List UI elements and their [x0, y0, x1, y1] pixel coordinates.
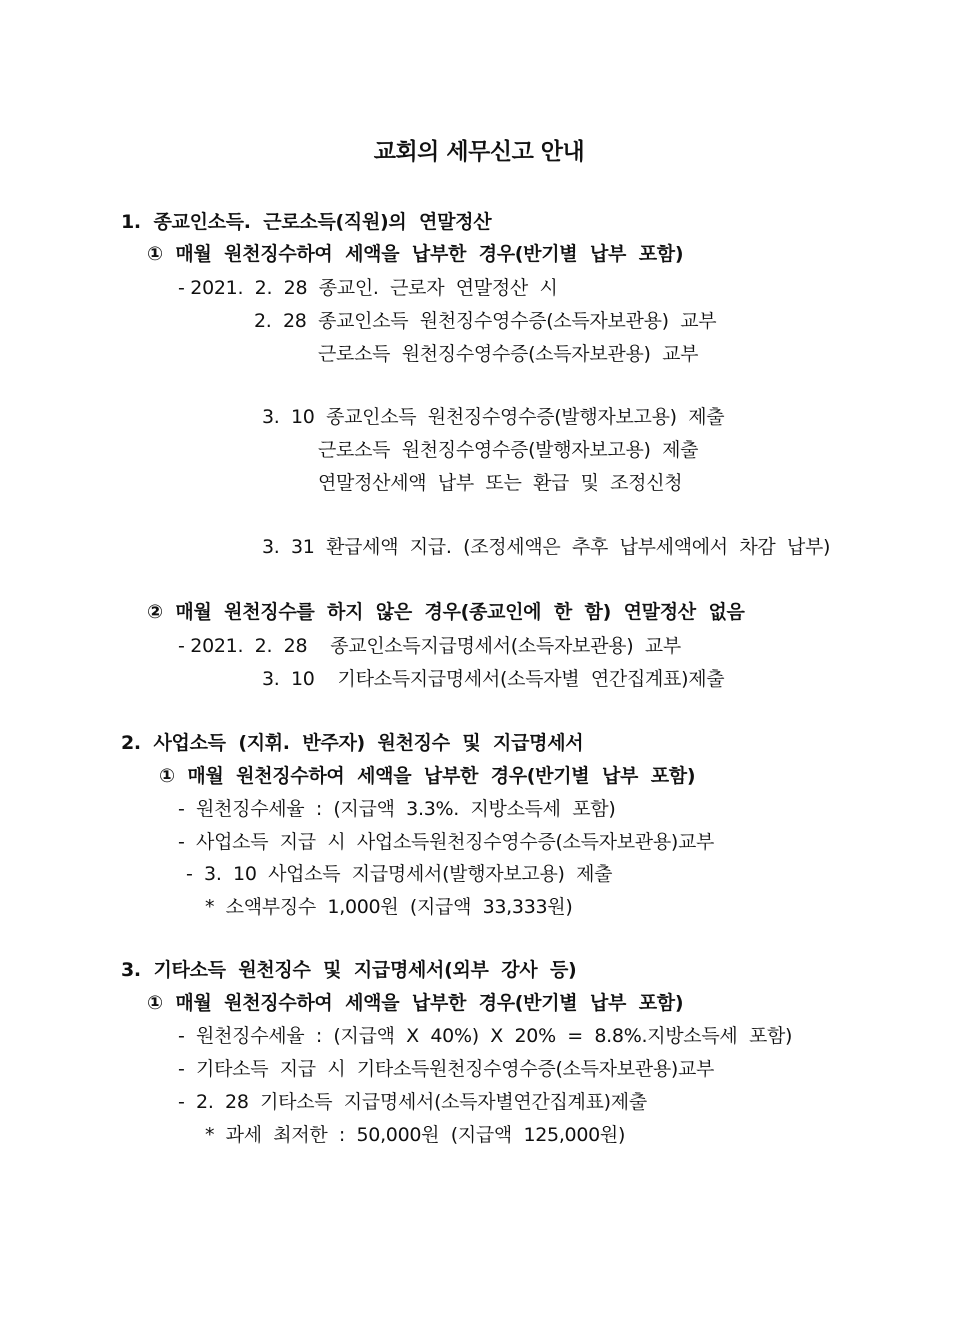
section-1-sub-2-line: - 2021. 2. 28 종교인소득지급명세서(소득자보관용) 교부: [178, 635, 681, 657]
section-2-sub-1-line: - 사업소득 지급 시 사업소득원천징수영수증(소득자보관용)교부: [178, 831, 715, 853]
section-3-sub-1-line: - 2. 28 기타소득 지급명세서(소득자별연간집계표)제출: [178, 1091, 647, 1113]
section-2-heading: 2. 사업소득 (지휘. 반주자) 원천징수 및 지급명세서: [121, 732, 584, 754]
page-title: 교회의 세무신고 안내: [373, 139, 585, 165]
section-1-sub-1-line: 근로소득 원천징수영수증(소득자보관용) 교부: [318, 343, 699, 365]
section-3-heading: 3. 기타소득 원천징수 및 지급명세서(외부 강사 등): [121, 959, 577, 981]
section-1-sub-1-line: - 2021. 2. 28 종교인. 근로자 연말정산 시: [178, 277, 558, 299]
section-2-sub-1-line: * 소액부징수 1,000원 (지급액 33,333원): [205, 896, 573, 918]
section-1-sub-1-line: 2. 28 종교인소득 원천징수영수증(소득자보관용) 교부: [254, 310, 717, 332]
section-1-sub-1-line: 3. 10 종교인소득 원천징수영수증(발행자보고용) 제출: [262, 406, 725, 428]
section-1-sub-2-heading: ② 매월 원천징수를 하지 않은 경우(종교인에 한 함) 연말정산 없음: [147, 601, 745, 623]
section-1-sub-2-line: 3. 10 기타소득지급명세서(소득자별 연간집계표)제출: [262, 668, 725, 690]
section-1-sub-1-line: 연말정산세액 납부 또는 환급 및 조정신청: [318, 472, 683, 494]
section-2-sub-1-line: - 3. 10 사업소득 지급명세서(발행자보고용) 제출: [186, 863, 613, 885]
section-2-sub-1-heading: ① 매월 원천징수하여 세액을 납부한 경우(반기별 납부 포함): [159, 765, 696, 787]
section-1-sub-1-line: 근로소득 원천징수영수증(발행자보고용) 제출: [318, 439, 699, 461]
section-1-sub-1-line: 3. 31 환급세액 지급. (조정세액은 추후 납부세액에서 차감 납부): [262, 536, 831, 558]
section-3-sub-1-line: * 과세 최저한 : 50,000원 (지급액 125,000원): [205, 1124, 626, 1146]
section-2-sub-1-line: - 원천징수세율 : (지급액 3.3%. 지방소득세 포함): [178, 798, 616, 820]
section-3-sub-1-heading: ① 매월 원천징수하여 세액을 납부한 경우(반기별 납부 포함): [147, 992, 684, 1014]
section-1-sub-1-heading: ① 매월 원천징수하여 세액을 납부한 경우(반기별 납부 포함): [147, 243, 684, 265]
section-3-sub-1-line: - 기타소득 지급 시 기타소득원천징수영수증(소득자보관용)교부: [178, 1058, 715, 1080]
section-1-heading: 1. 종교인소득. 근로소득(직원)의 연말정산: [121, 211, 492, 233]
section-3-sub-1-line: - 원천징수세율 : (지급액 X 40%) X 20% = 8.8%.지방소득세 포함): [178, 1025, 793, 1047]
